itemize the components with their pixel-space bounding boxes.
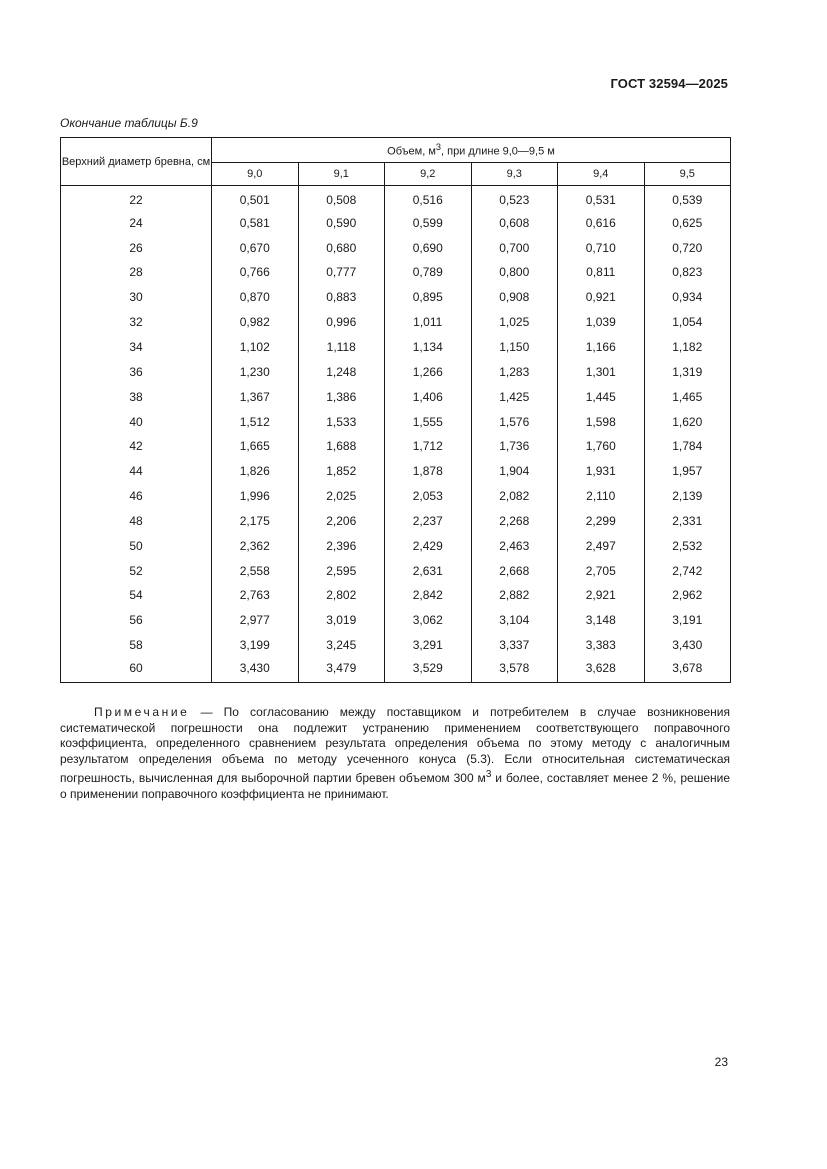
diameter-cell: 46 xyxy=(61,484,212,509)
table-row xyxy=(61,335,731,360)
volume-cell: 1,533 xyxy=(298,409,385,434)
diameter-cell: 36 xyxy=(61,359,212,384)
table-row xyxy=(61,484,731,509)
volume-cell: 1,166 xyxy=(558,335,645,360)
volume-cell: 1,406 xyxy=(385,384,472,409)
volume-cell: 0,581 xyxy=(212,210,299,235)
volume-cell: 0,766 xyxy=(212,260,299,285)
table-caption: Окончание таблицы Б.9 xyxy=(60,116,198,130)
table-row xyxy=(61,558,731,583)
table-row xyxy=(61,310,731,335)
table-row xyxy=(61,235,731,260)
volume-cell: 0,982 xyxy=(212,310,299,335)
diameter-cell: 42 xyxy=(61,434,212,459)
volume-cell: 1,512 xyxy=(212,409,299,434)
diameter-cell: 38 xyxy=(61,384,212,409)
table-row xyxy=(61,359,731,384)
volume-cell: 3,628 xyxy=(558,658,645,683)
volume-cell: 2,463 xyxy=(471,533,558,558)
volume-table xyxy=(60,137,731,683)
diameter-cell: 26 xyxy=(61,235,212,260)
volume-cell: 3,383 xyxy=(558,633,645,658)
table-row xyxy=(61,260,731,285)
volume-cell: 1,826 xyxy=(212,459,299,484)
volume-cell: 2,362 xyxy=(212,533,299,558)
volume-cell: 1,150 xyxy=(471,335,558,360)
volume-cell: 1,852 xyxy=(298,459,385,484)
volume-cell: 1,102 xyxy=(212,335,299,360)
volume-cell: 1,784 xyxy=(644,434,731,459)
volume-cell: 3,430 xyxy=(644,633,731,658)
table-row xyxy=(61,508,731,533)
volume-cell: 2,429 xyxy=(385,533,472,558)
volume-cell: 2,595 xyxy=(298,558,385,583)
diameter-cell: 32 xyxy=(61,310,212,335)
volume-cell: 1,996 xyxy=(212,484,299,509)
note-sup: 3 xyxy=(485,769,492,781)
volume-cell: 1,025 xyxy=(471,310,558,335)
diameter-cell: 40 xyxy=(61,409,212,434)
note-label: Примечание xyxy=(94,705,190,719)
volume-cell: 2,962 xyxy=(644,583,731,608)
volume-cell: 0,883 xyxy=(298,285,385,310)
volume-cell: 0,599 xyxy=(385,210,472,235)
volume-cell: 3,104 xyxy=(471,608,558,633)
diameter-cell: 58 xyxy=(61,633,212,658)
volume-cell: 3,529 xyxy=(385,658,472,683)
table-row xyxy=(61,186,731,211)
volume-cell: 1,118 xyxy=(298,335,385,360)
volume-cell: 3,578 xyxy=(471,658,558,683)
volume-cell: 1,736 xyxy=(471,434,558,459)
volume-cell: 0,996 xyxy=(298,310,385,335)
table-row xyxy=(61,409,731,434)
volume-cell: 2,175 xyxy=(212,508,299,533)
volume-cell: 0,539 xyxy=(644,186,731,211)
table-row xyxy=(61,633,731,658)
volume-cell: 0,680 xyxy=(298,235,385,260)
diameter-cell: 24 xyxy=(61,210,212,235)
volume-cell: 1,712 xyxy=(385,434,472,459)
volume-cell: 2,631 xyxy=(385,558,472,583)
volume-cell: 2,299 xyxy=(558,508,645,533)
length-header: 9,0 xyxy=(212,163,299,186)
diameter-cell: 48 xyxy=(61,508,212,533)
length-header: 9,4 xyxy=(558,163,645,186)
diameter-cell: 22 xyxy=(61,186,212,211)
table-row xyxy=(61,434,731,459)
volume-cell: 0,616 xyxy=(558,210,645,235)
volume-cell: 2,558 xyxy=(212,558,299,583)
volume-cell: 0,921 xyxy=(558,285,645,310)
volume-cell: 2,921 xyxy=(558,583,645,608)
volume-cell: 1,425 xyxy=(471,384,558,409)
volume-cell: 1,230 xyxy=(212,359,299,384)
volume-cell: 0,895 xyxy=(385,285,472,310)
note-text-part2: и более, составляет менее 2 %, решение о применении поправочного коэффициента не принимают. xyxy=(60,771,730,801)
diameter-cell: 44 xyxy=(61,459,212,484)
volume-cell: 0,523 xyxy=(471,186,558,211)
length-header: 9,2 xyxy=(385,163,472,186)
volume-cell: 1,134 xyxy=(385,335,472,360)
volume-cell: 1,319 xyxy=(644,359,731,384)
volume-cell: 0,908 xyxy=(471,285,558,310)
diameter-column-header: Верхний диаметр бревна, см xyxy=(61,138,212,186)
volume-cell: 3,430 xyxy=(212,658,299,683)
volume-cell: 1,054 xyxy=(644,310,731,335)
volume-cell: 0,590 xyxy=(298,210,385,235)
volume-cell: 1,248 xyxy=(298,359,385,384)
volume-cell: 3,479 xyxy=(298,658,385,683)
volume-cell: 2,497 xyxy=(558,533,645,558)
volume-cell: 0,789 xyxy=(385,260,472,285)
volume-cell: 3,062 xyxy=(385,608,472,633)
diameter-cell: 50 xyxy=(61,533,212,558)
volume-cell: 2,110 xyxy=(558,484,645,509)
volume-cell: 0,501 xyxy=(212,186,299,211)
diameter-cell: 60 xyxy=(61,658,212,683)
volume-cell: 3,148 xyxy=(558,608,645,633)
table-body xyxy=(61,186,731,683)
volume-cell: 1,555 xyxy=(385,409,472,434)
volume-cell: 2,882 xyxy=(471,583,558,608)
volume-cell: 1,931 xyxy=(558,459,645,484)
volume-cell: 0,823 xyxy=(644,260,731,285)
volume-cell: 2,025 xyxy=(298,484,385,509)
volume-cell: 0,608 xyxy=(471,210,558,235)
table-row xyxy=(61,583,731,608)
volume-header-suffix: , при длине 9,0—9,5 м xyxy=(441,145,555,158)
volume-cell: 2,977 xyxy=(212,608,299,633)
volume-cell: 2,668 xyxy=(471,558,558,583)
volume-cell: 1,266 xyxy=(385,359,472,384)
volume-cell: 3,678 xyxy=(644,658,731,683)
volume-cell: 3,019 xyxy=(298,608,385,633)
table-row xyxy=(61,658,731,683)
volume-cell: 0,870 xyxy=(212,285,299,310)
volume-cell: 3,199 xyxy=(212,633,299,658)
volume-cell: 0,811 xyxy=(558,260,645,285)
volume-cell: 0,700 xyxy=(471,235,558,260)
volume-cell: 1,598 xyxy=(558,409,645,434)
volume-cell: 2,396 xyxy=(298,533,385,558)
volume-cell: 1,011 xyxy=(385,310,472,335)
volume-cell: 2,206 xyxy=(298,508,385,533)
volume-cell: 1,465 xyxy=(644,384,731,409)
volume-cell: 1,445 xyxy=(558,384,645,409)
diameter-cell: 30 xyxy=(61,285,212,310)
volume-cell: 3,291 xyxy=(385,633,472,658)
volume-cell: 0,720 xyxy=(644,235,731,260)
volume-cell: 2,139 xyxy=(644,484,731,509)
diameter-cell: 52 xyxy=(61,558,212,583)
volume-cell: 1,301 xyxy=(558,359,645,384)
volume-cell: 3,191 xyxy=(644,608,731,633)
table-row xyxy=(61,384,731,409)
volume-header-sup: 3 xyxy=(435,142,441,153)
volume-cell: 1,283 xyxy=(471,359,558,384)
volume-cell: 1,957 xyxy=(644,459,731,484)
table-row xyxy=(61,533,731,558)
volume-cell: 2,802 xyxy=(298,583,385,608)
volume-cell: 0,710 xyxy=(558,235,645,260)
volume-cell: 3,245 xyxy=(298,633,385,658)
volume-cell: 2,053 xyxy=(385,484,472,509)
volume-cell: 0,934 xyxy=(644,285,731,310)
table-row xyxy=(61,459,731,484)
volume-cell: 1,576 xyxy=(471,409,558,434)
volume-cell: 1,620 xyxy=(644,409,731,434)
volume-cell: 1,039 xyxy=(558,310,645,335)
table-row xyxy=(61,608,731,633)
volume-cell: 2,237 xyxy=(385,508,472,533)
volume-cell: 0,625 xyxy=(644,210,731,235)
table-row xyxy=(61,210,731,235)
volume-cell: 2,268 xyxy=(471,508,558,533)
volume-cell: 3,337 xyxy=(471,633,558,658)
volume-cell: 0,800 xyxy=(471,260,558,285)
volume-cell: 1,688 xyxy=(298,434,385,459)
length-header: 9,3 xyxy=(471,163,558,186)
diameter-cell: 56 xyxy=(61,608,212,633)
volume-cell: 2,763 xyxy=(212,583,299,608)
volume-cell: 1,182 xyxy=(644,335,731,360)
volume-cell: 1,386 xyxy=(298,384,385,409)
volume-group-header xyxy=(212,138,731,163)
diameter-cell: 28 xyxy=(61,260,212,285)
table-row xyxy=(61,285,731,310)
volume-cell: 0,777 xyxy=(298,260,385,285)
volume-cell: 1,878 xyxy=(385,459,472,484)
page-number: 23 xyxy=(714,1055,728,1069)
volume-cell: 1,367 xyxy=(212,384,299,409)
volume-cell: 1,760 xyxy=(558,434,645,459)
volume-cell: 0,531 xyxy=(558,186,645,211)
volume-cell: 0,670 xyxy=(212,235,299,260)
volume-cell: 1,665 xyxy=(212,434,299,459)
volume-cell: 1,904 xyxy=(471,459,558,484)
volume-header-prefix: Объем, м xyxy=(387,145,436,158)
length-header: 9,1 xyxy=(298,163,385,186)
diameter-cell: 34 xyxy=(61,335,212,360)
volume-cell: 2,742 xyxy=(644,558,731,583)
volume-cell: 2,331 xyxy=(644,508,731,533)
volume-cell: 2,532 xyxy=(644,533,731,558)
note-text-part1: — По согласованию между поставщиком и потребителем в случае возникновения систематической погрешности она подлежит устранению применением соответствующего поправочного коэффициента, определенного сравнением результата определения объема по этому методу с аналогичным результатом определения объема по методу усеченного конуса (5.3). Если относительная систематическая погрешность, вычисленная для выборочной партии бревен объемом 300 м xyxy=(60,705,730,786)
length-header: 9,5 xyxy=(644,163,731,186)
volume-cell: 2,842 xyxy=(385,583,472,608)
volume-cell: 0,508 xyxy=(298,186,385,211)
volume-cell: 2,705 xyxy=(558,558,645,583)
note-paragraph xyxy=(60,705,730,803)
diameter-cell: 54 xyxy=(61,583,212,608)
volume-cell: 0,516 xyxy=(385,186,472,211)
document-code: ГОСТ 32594—2025 xyxy=(610,76,728,91)
volume-cell: 0,690 xyxy=(385,235,472,260)
volume-cell: 2,082 xyxy=(471,484,558,509)
